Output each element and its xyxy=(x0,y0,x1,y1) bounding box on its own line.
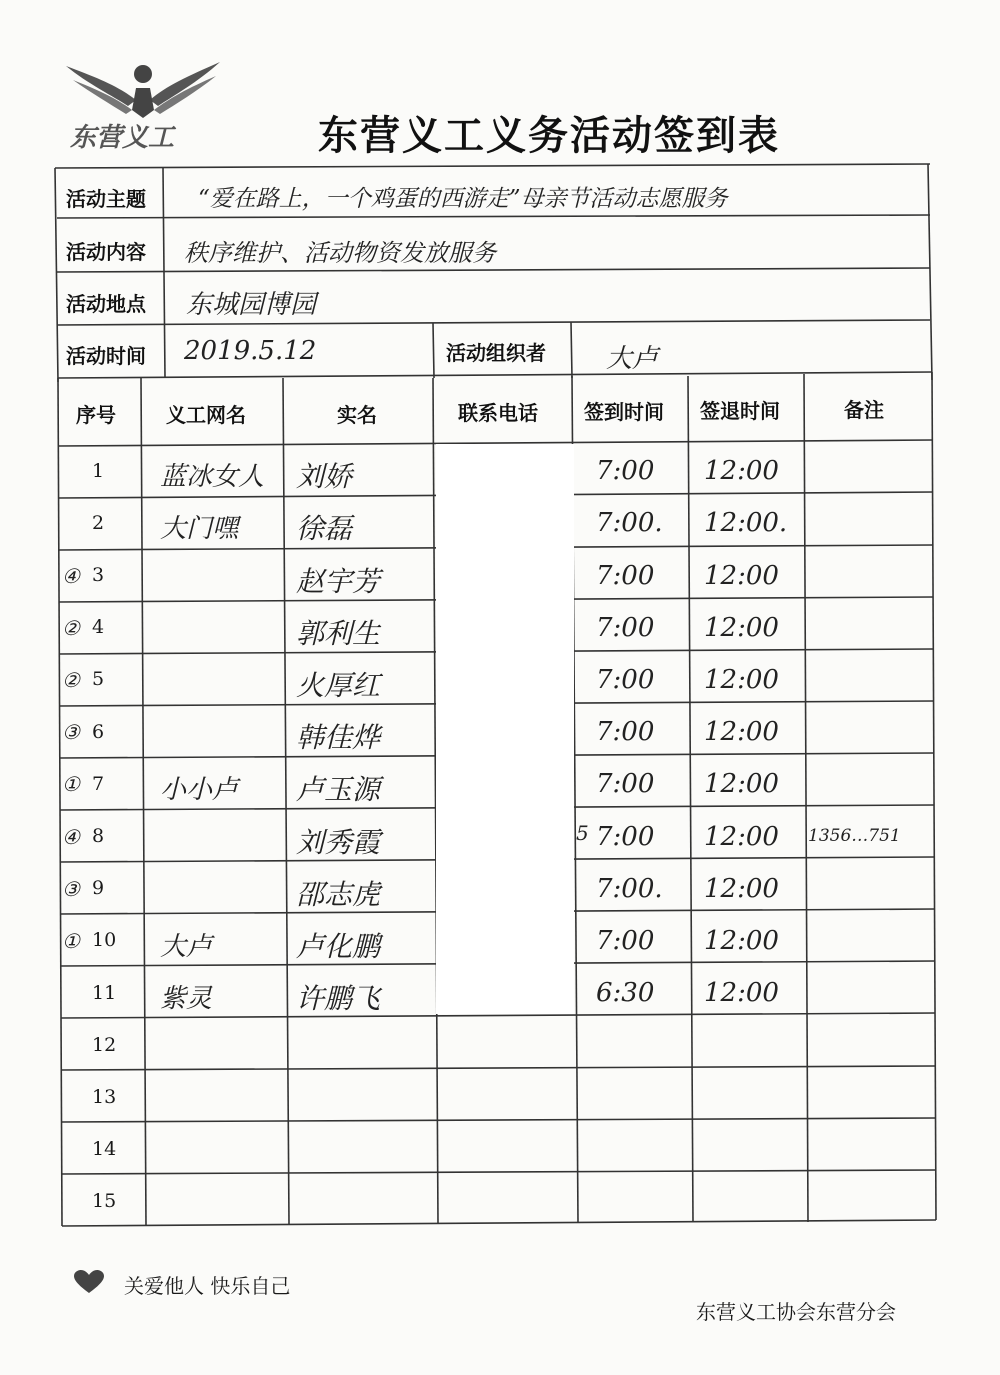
row-realname: 韩佳烨 xyxy=(296,721,381,755)
header-phone: 联系电话 xyxy=(458,401,538,425)
row-checkout-time: 12:00 xyxy=(704,769,779,800)
row-realname: 邵志虎 xyxy=(296,877,381,911)
content-value: 秩序维护、活动物资发放服务 xyxy=(184,239,496,267)
motto-text: 关爱他人 快乐自己 xyxy=(124,1274,291,1298)
row-checkin-time: 7:00 xyxy=(596,612,655,643)
header-no: 序号 xyxy=(76,403,116,427)
time-label: 活动时间 xyxy=(66,344,146,368)
row-number: 15 xyxy=(92,1190,117,1213)
row-circled-mark: ① xyxy=(62,772,80,797)
row-realname: 许鹏飞 xyxy=(296,982,381,1016)
place-label: 活动地点 xyxy=(66,292,146,316)
row-circled-mark: ③ xyxy=(62,720,80,745)
row-number: 4 xyxy=(92,616,105,639)
row-realname: 火厚红 xyxy=(296,668,381,702)
row-checkout-time: 12:00. xyxy=(704,508,788,539)
row-nickname: 大门嘿 xyxy=(160,514,239,545)
row-realname: 刘秀霞 xyxy=(296,825,381,859)
row-checkin-time: 7:00 xyxy=(596,456,655,487)
row-nickname: 蓝冰女人 xyxy=(160,462,265,493)
row-circled-mark: ④ xyxy=(62,563,80,588)
row-checkin-time: 7:00 xyxy=(596,560,655,591)
row-checkout-time: 12:00 xyxy=(704,717,779,748)
row-circled-mark: ③ xyxy=(62,876,80,901)
row-circled-mark: ② xyxy=(62,667,80,692)
row-note: 1356…751 xyxy=(808,826,901,846)
row-checkin-time: 7:00. xyxy=(596,508,663,539)
row-checkin-time: 7:00 xyxy=(596,769,655,800)
header-checkout: 签退时间 xyxy=(700,399,780,423)
header-nickname: 义工网名 xyxy=(166,403,246,427)
row-checkout-time: 12:00 xyxy=(704,612,779,643)
row-realname: 徐磊 xyxy=(296,512,353,546)
row-realname: 卢化鹏 xyxy=(296,929,381,963)
header-checkin: 签到时间 xyxy=(584,400,664,424)
svg-text:东营义工: 东营义工 xyxy=(70,123,175,153)
header-note: 备注 xyxy=(844,398,884,422)
row-checkin-time: 7:00 xyxy=(596,925,655,956)
place-value: 东城园博园 xyxy=(186,290,317,320)
row-checkin-time: 7:00. xyxy=(596,873,663,904)
row-nickname: 紫灵 xyxy=(160,984,213,1015)
row-circled-mark: ② xyxy=(62,615,80,640)
row-realname: 郭利生 xyxy=(296,616,381,650)
row-checkout-time: 12:00 xyxy=(704,821,779,852)
row-circled-mark: ④ xyxy=(62,824,80,849)
row-number: 14 xyxy=(92,1138,117,1161)
organizer-value: 大卢 xyxy=(606,344,659,374)
content-label: 活动内容 xyxy=(66,240,146,264)
row-number: 5 xyxy=(92,668,105,691)
row-checkin-time: 7:00 xyxy=(596,717,655,748)
row-checkout-time: 12:00 xyxy=(704,978,779,1009)
page-title: 东营义工义务活动签到表 xyxy=(318,112,780,159)
row-number: 13 xyxy=(92,1086,117,1108)
row-circled-mark: ① xyxy=(62,928,80,953)
redacted-phone-area xyxy=(436,444,574,1014)
row-realname: 刘娇 xyxy=(296,460,353,494)
row-checkout-time: 12:00 xyxy=(704,925,779,956)
row-number: 3 xyxy=(92,564,105,586)
theme-label: 活动主题 xyxy=(66,187,146,211)
row-checkout-time: 12:00 xyxy=(704,664,779,695)
row-checkin-time: 6:30 xyxy=(596,978,655,1009)
row-nickname: 小小卢 xyxy=(160,775,239,806)
row-number: 9 xyxy=(92,877,105,900)
theme-value: “爱在路上，一个鸡蛋的西游走”母亲节活动志愿服务 xyxy=(198,186,728,212)
row-checkout-time: 12:00 xyxy=(704,873,779,904)
row-checkout-time: 12:00 xyxy=(704,456,779,487)
row-realname: 卢玉源 xyxy=(296,773,381,807)
row-realname: 赵宇芳 xyxy=(296,564,381,598)
row-nickname: 大卢 xyxy=(160,931,213,962)
row-number: 11 xyxy=(92,981,117,1004)
row-number: 1 xyxy=(92,459,105,482)
row-checkout-time: 12:00 xyxy=(704,560,779,591)
organization-name: 东营义工协会东营分会 xyxy=(696,1300,896,1324)
row-number: 8 xyxy=(92,825,105,847)
row-number: 12 xyxy=(92,1033,117,1056)
header-realname: 实名 xyxy=(337,403,377,427)
row-checkin-time: 7:00 xyxy=(596,664,655,695)
heart-icon xyxy=(72,1269,106,1299)
row-number: 2 xyxy=(92,511,105,534)
row-number: 7 xyxy=(92,772,105,795)
row-number: 6 xyxy=(92,720,105,743)
row-checkin-time: 7:00 xyxy=(596,821,655,852)
organizer-label: 活动组织者 xyxy=(446,341,546,365)
row-number: 10 xyxy=(92,929,117,952)
time-value: 2019.5.12 xyxy=(184,336,317,366)
row-checkin-prefix: 5 xyxy=(576,821,589,846)
